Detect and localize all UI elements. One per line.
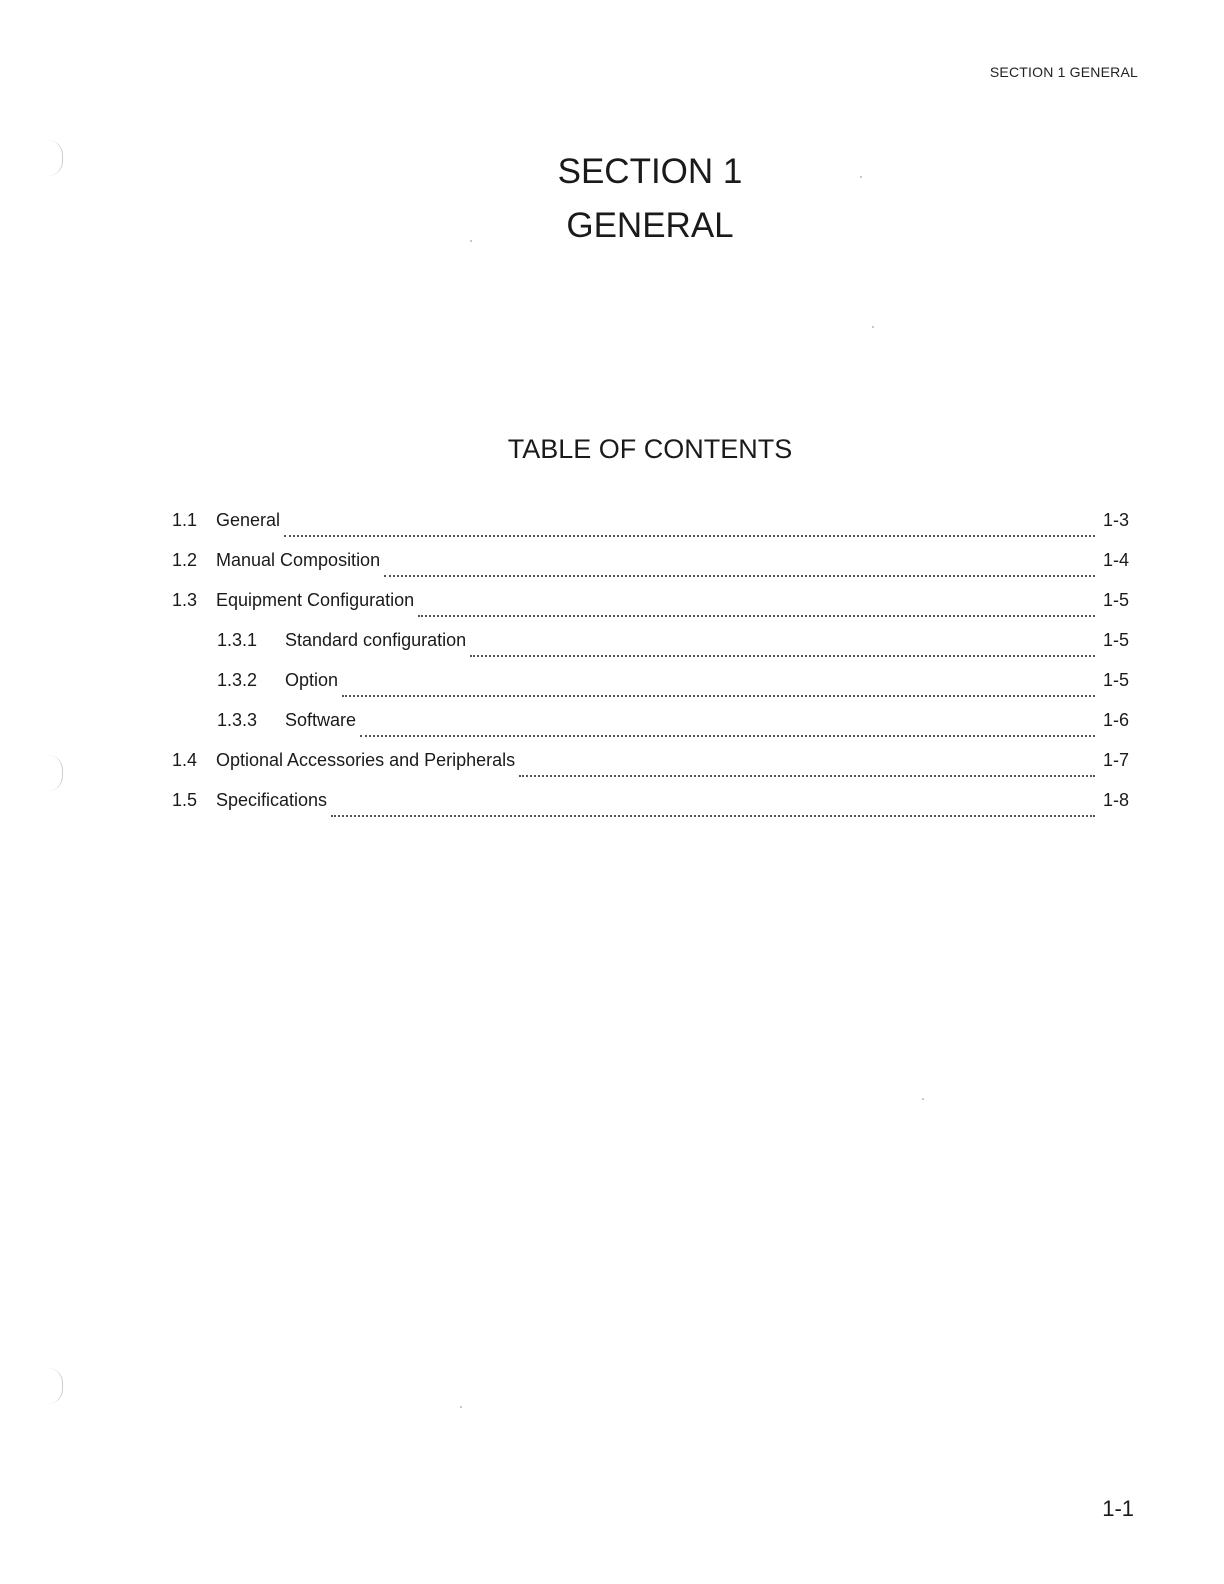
toc-leader-dots xyxy=(384,575,1095,577)
toc-entry-page: 1-8 xyxy=(1102,790,1129,810)
toc-entry-number: 1.1 xyxy=(172,510,198,530)
toc-entry-title: Option xyxy=(285,670,339,690)
toc-subentry[interactable] xyxy=(172,630,1129,670)
toc-entry-page: 1-5 xyxy=(1102,630,1129,650)
toc-entry[interactable] xyxy=(172,750,1129,790)
toc-entry-title: Manual Composition xyxy=(216,550,381,570)
toc-entry-page: 1-6 xyxy=(1102,710,1129,730)
toc-entry-number: 1.2 xyxy=(172,550,198,570)
binder-hole-mark xyxy=(48,1368,63,1404)
section-subtitle: GENERAL xyxy=(566,206,734,245)
running-header: SECTION 1 GENERAL xyxy=(989,64,1138,80)
toc-entry-title: Optional Accessories and Peripherals xyxy=(216,750,516,770)
toc-entry-number: 1.5 xyxy=(172,790,198,810)
toc-entry-number: 1.3.3 xyxy=(217,710,258,730)
toc-entry-page: 1-4 xyxy=(1102,550,1129,570)
toc-entry-page: 1-7 xyxy=(1102,750,1129,770)
toc-entry[interactable] xyxy=(172,510,1129,550)
toc-entry-title: Specifications xyxy=(216,790,328,810)
toc-entry-title: Standard configuration xyxy=(285,630,467,650)
toc-entry-title: General xyxy=(216,510,281,530)
page-number: 1-1 xyxy=(1102,1496,1134,1521)
toc-leader-dots xyxy=(360,735,1095,737)
table-of-contents xyxy=(172,510,1129,830)
toc-subentry[interactable] xyxy=(172,670,1129,710)
toc-entry-page: 1-5 xyxy=(1102,590,1129,610)
toc-leader-dots xyxy=(284,535,1095,537)
toc-leader-dots xyxy=(342,695,1095,697)
section-title: SECTION 1 xyxy=(557,152,743,191)
toc-entry[interactable] xyxy=(172,590,1129,630)
toc-leader-dots xyxy=(331,815,1095,817)
toc-entry[interactable] xyxy=(172,550,1129,590)
scan-speck xyxy=(460,1406,462,1408)
toc-entry-title: Software xyxy=(285,710,357,730)
toc-entry-number: 1.3.1 xyxy=(217,630,258,650)
toc-leader-dots xyxy=(470,655,1095,657)
toc-subentry[interactable] xyxy=(172,710,1129,750)
toc-entry-page: 1-5 xyxy=(1102,670,1129,690)
toc-entry-page: 1-3 xyxy=(1102,510,1129,530)
toc-leader-dots xyxy=(418,615,1095,617)
toc-heading: TABLE OF CONTENTS xyxy=(507,434,793,464)
scan-speck xyxy=(872,326,874,328)
toc-leader-dots xyxy=(519,775,1095,777)
binder-hole-mark xyxy=(48,755,63,791)
toc-entry-number: 1.3.2 xyxy=(217,670,258,690)
toc-entry-number: 1.4 xyxy=(172,750,198,770)
scan-speck xyxy=(922,1098,924,1100)
toc-entry[interactable] xyxy=(172,790,1129,830)
toc-entry-title: Equipment Configuration xyxy=(216,590,415,610)
toc-entry-number: 1.3 xyxy=(172,590,198,610)
